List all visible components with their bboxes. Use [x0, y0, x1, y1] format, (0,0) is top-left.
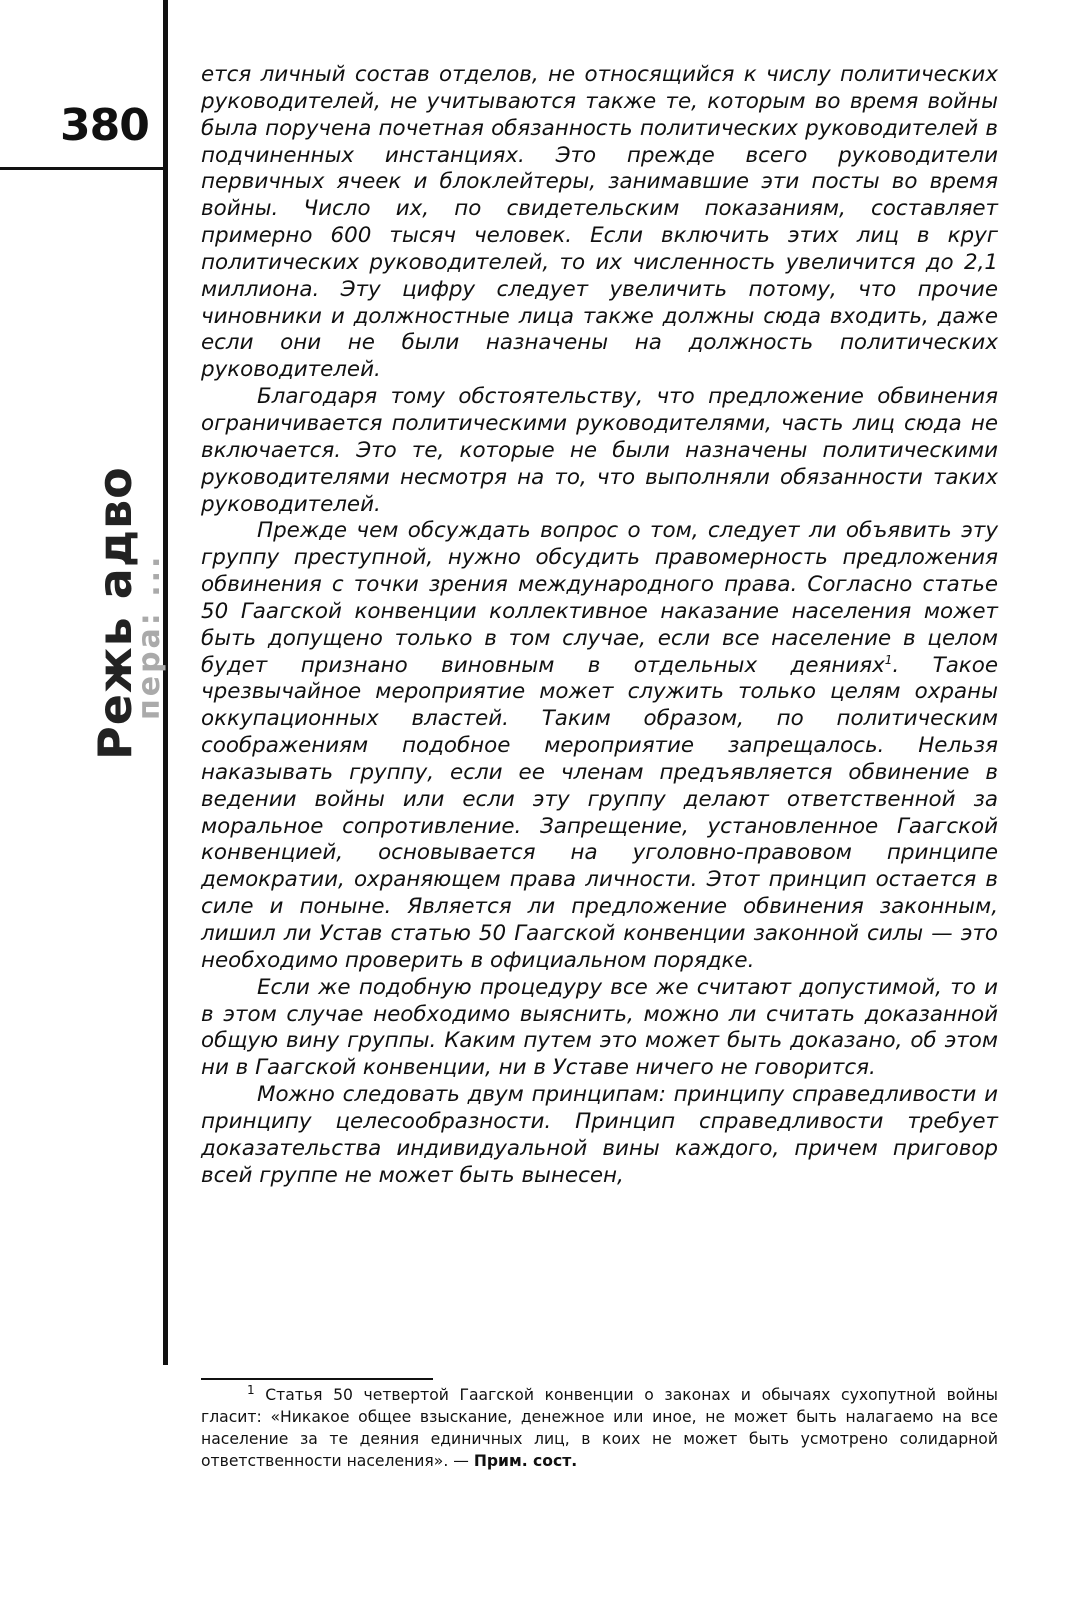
footnote-marker: 1 [247, 1382, 255, 1397]
footnote [201, 1384, 998, 1472]
footnote-reference[interactable]: 1 [884, 652, 893, 667]
page-number: 380 [60, 100, 149, 151]
running-head-sub: пера: ... [132, 553, 167, 720]
paragraph: ется личный состав отделов, не относящийся к числу политических руководителей, не учитываются также те, которым во время войны была поручена почетная обязанность политических руководителей в подчиненных инстанциях. Это прежде всего руководители первичных ячеек и блоклейтеры, занимавшие эти посты во время войны. Число их, по свидетельским показаниям, составляет примерно 600 тысяч человек. Если включить этих лиц в круг политических руководителей, то их численность увеличится до 2,1 миллиона. Эту цифру следует увеличить потому, что прочие чиновники и должностные лица также должны сюда входить, даже если они не были назначены на должность политических руководителей. [201, 62, 998, 383]
body-text [201, 62, 998, 1189]
paragraph: Можно следовать двум принципам: принципу справедливости и принципу целесообразности. Принцип справедливости требует доказательства индивидуальной вины каждого, причем приговор всей группе не может быть вынесен, [201, 1082, 998, 1188]
footnote-rule [201, 1378, 433, 1380]
page-number-rule [0, 167, 163, 170]
paragraph: Если же подобную процедуру все же считают допустимой, то и в этом случае необходимо выяснить, можно ли считать доказанной общую вину группы. Каким путем это может быть доказано, об этом ни в Гаагской конвенции, ни в Уставе ничего не говорится. [201, 974, 998, 1081]
paragraph-text: . Такое чрезвычайное мероприятие может служить только целям охраны оккупационных властей. Таким образом, по политическим соображениям подобное мероприятие запрещалось. Нельзя наказывать группу, если ее членам предъявляется обвинение в ведении войны или если эту группу делают ответственной за моральное сопротивление. Запрещение, установленное Гаагской конвенцией, основывается на уголовно-правовом принципе демократии, охраняющем права личности. Этот принцип остается в силе и поныне. Является ли предложение обвинения законным, лишил ли Устав статью 50 Гаагской конвенции законной силы — это необходимо проверить в официальном порядке. [201, 652, 998, 973]
paragraph-text: Прежде чем обсуждать вопрос о том, следует ли объявить эту группу преступной, нужно обсудить правомерность предложения обвинения с точки зрения международного права. Согласно статье 50 Гаагской конвенции коллективное наказание населения может быть допущено только в том случае, если все население в целом будет признано виновным в отдельных деяниях [201, 518, 998, 678]
paragraph [201, 518, 998, 974]
running-head-main: Режь адво [88, 466, 142, 760]
footnote-text: Статья 50 четвертой Гаагской конвенции о законах и обычаях сухопутной войны гласит: «Никакое общее взыскание, денежное или иное, не может быть налагаемо на все население за те деяния единичных лиц, в коих не может быть усмотрено солидарной ответственности населения». — [201, 1386, 998, 1470]
footnote-compiler-note: Прим. сост. [473, 1452, 578, 1470]
paragraph: Благодаря тому обстоятельству, что предложение обвинения ограничивается политическими руководителями, часть лиц сюда не включается. Это те, которые не были назначены политическими руководителями несмотря на то, что выполняли обязанности таких руководителей. [201, 384, 998, 517]
